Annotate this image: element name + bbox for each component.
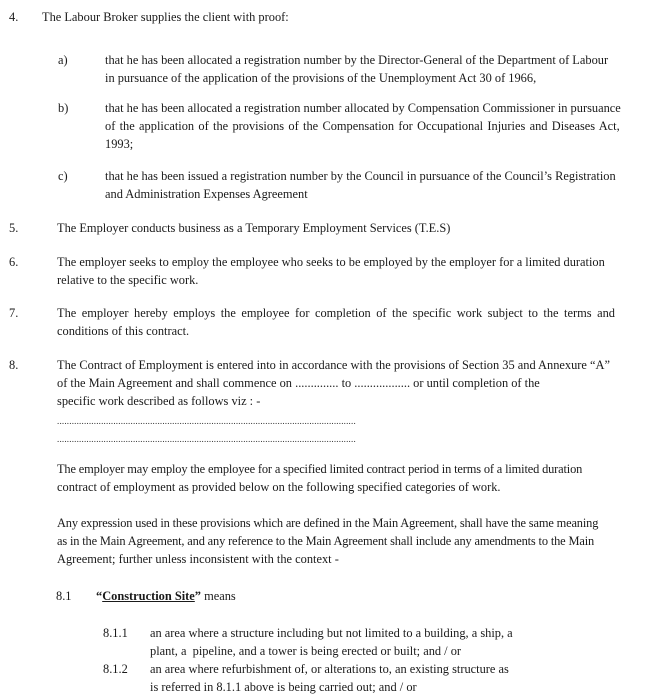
clause-4a-text — [105, 51, 661, 87]
clause-8-1-heading — [96, 587, 236, 605]
clause-5-text — [57, 219, 450, 237]
clause-8-1-2-text — [150, 660, 509, 696]
clause-7-text — [57, 304, 615, 340]
clause-8-1-number: 8.1 — [56, 589, 72, 603]
clause-8-paragraph-1 — [57, 460, 582, 496]
defined-term: Construction Site — [102, 589, 195, 603]
clause-7-number: 7. — [9, 306, 19, 320]
text-line: relative to the specific work. — [57, 273, 199, 287]
text-line: The employer hereby employs the employee for completion of the specific work subject to the terms and — [57, 306, 615, 320]
text-line: The Employer conducts business as a Temporary Employment Services (T.E.S) — [57, 221, 451, 235]
clause-8-text — [57, 356, 610, 410]
clause-4a-label: a) — [58, 53, 68, 67]
text-line: that he has been allocated a registration number by the Director-General of the Department of Labour — [105, 53, 609, 67]
clause-8-paragraph-2 — [57, 514, 598, 568]
text-line: specific work described as follows viz : - — [57, 394, 261, 408]
clause-4c-label: c) — [58, 169, 68, 183]
clause-6-text — [57, 253, 605, 289]
text-line: of the application of the provisions of the Compensation for Occupational Injuries and Diseases Act, — [105, 119, 620, 133]
text-line: in pursuance of the application of the provisions of the Unemployment Act 30 of 1966, — [105, 71, 537, 85]
open-quote: “ — [96, 589, 103, 603]
blank-line[interactable]: .......................................................................................................................... — [57, 434, 356, 444]
text-line: 1993; — [105, 137, 134, 151]
means-text: means — [201, 589, 236, 603]
text-line: that he has been issued a registration number by the Council in pursuance of the Council’s Registration — [105, 169, 616, 183]
clause-4b-label: b) — [58, 101, 69, 115]
clause-4-number: 4. — [9, 10, 19, 24]
clause-8-number: 8. — [9, 358, 19, 372]
text-line: that he has been allocated a registration number allocated by Compensation Commissioner in pursuance — [105, 101, 621, 115]
clause-5-number: 5. — [9, 221, 19, 235]
text-line: contract of employment as provided below on the following specified categories of work. — [57, 480, 501, 494]
clause-4b-text — [105, 99, 661, 153]
clause-8-1-1-text — [150, 624, 513, 660]
clause-4c-text — [105, 167, 661, 203]
text-line: and Administration Expenses Agreement — [105, 187, 308, 201]
text-line: Agreement; further unless inconsistent with the context - — [57, 552, 339, 566]
work-description-blank-lines[interactable] — [57, 412, 356, 448]
text-line: an area where a structure including but not limited to a building, a ship, a — [150, 626, 513, 640]
text-line: conditions of this contract. — [57, 324, 190, 338]
text-line: as in the Main Agreement, and any reference to the Main Agreement shall include any amendments to the Main — [57, 534, 595, 548]
clause-8-1-2-number: 8.1.2 — [103, 662, 128, 676]
text-line: Any expression used in these provisions which are defined in the Main Agreement, shall have the same meaning — [57, 516, 599, 530]
text-line: an area where refurbishment of, or alterations to, an existing structure as — [150, 662, 509, 676]
clause-6-number: 6. — [9, 255, 19, 269]
blank-line[interactable]: .......................................................................................................................... — [57, 416, 356, 426]
clause-8-1-1-number: 8.1.1 — [103, 626, 128, 640]
text-line: of the Main Agreement and shall commence on .............. to .................. or until completion of the — [57, 376, 540, 390]
text-line: The employer may employ the employee for a specified limited contract period in terms of a limited duration — [57, 462, 583, 476]
text-line: is referred in 8.1.1 above is being carried out; and / or — [150, 680, 417, 694]
text-line: The employer seeks to employ the employee who seeks to be employed by the employer for a limited duration — [57, 255, 605, 269]
text-line: plant, a pipeline, and a tower is being erected or built; and / or — [150, 644, 462, 658]
clause-4-text: The Labour Broker supplies the client with proof: — [42, 10, 289, 24]
text-line: The Contract of Employment is entered into in accordance with the provisions of Section 35 and Annexure “A” — [57, 358, 610, 372]
close-quote: ” — [194, 589, 201, 603]
